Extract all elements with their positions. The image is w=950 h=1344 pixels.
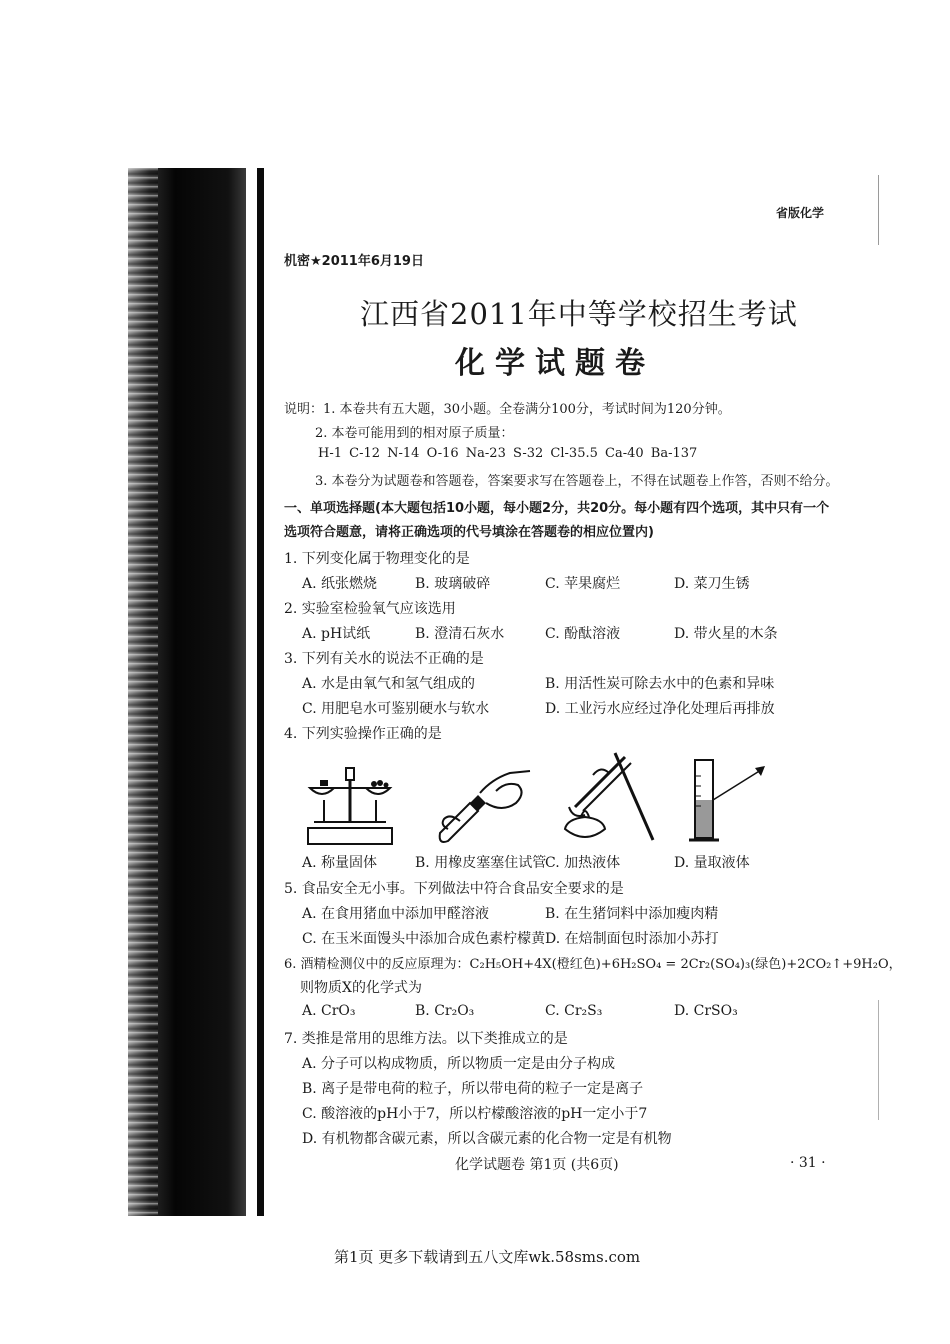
option: D. 量取液体 bbox=[674, 855, 750, 871]
option: D. 在焙制面包时添加小苏打 bbox=[545, 931, 719, 947]
binding-rule bbox=[257, 168, 264, 1216]
scan-binding-shadow bbox=[128, 168, 246, 1216]
exam-title: 江西省2011年中等学校招生考试 bbox=[360, 297, 798, 331]
question-stem: 2. 实验室检验氧气应该选用 bbox=[284, 601, 456, 617]
option: A. pH试纸 bbox=[302, 626, 371, 642]
balance-scale-figure bbox=[300, 760, 400, 850]
question-stem: 4. 下列实验操作正确的是 bbox=[284, 726, 442, 742]
heating-liquid-figure bbox=[555, 745, 665, 845]
download-note: 第1页 更多下载请到五八文库wk.58sms.com bbox=[334, 1248, 641, 1266]
option: C. Cr₂S₃ bbox=[545, 1003, 603, 1019]
page-number: · 31 · bbox=[790, 1155, 826, 1171]
page-edge-mark bbox=[878, 175, 879, 245]
option: B. 玻璃破碎 bbox=[415, 576, 491, 592]
option: A. 在食用猪血中添加甲醛溶液 bbox=[302, 906, 490, 922]
edition-label: 省版化学 bbox=[776, 206, 825, 220]
option: D. 工业污水应经过净化处理后再排放 bbox=[545, 701, 775, 717]
question-stem: 3. 下列有关水的说法不正确的是 bbox=[284, 651, 484, 667]
stopper-tube-figure bbox=[430, 763, 540, 848]
option: D. CrSO₃ bbox=[674, 1003, 738, 1019]
option: A. 分子可以构成物质，所以物质一定是由分子构成 bbox=[302, 1056, 616, 1072]
option: B. 在生猪饲料中添加瘦肉精 bbox=[545, 906, 719, 922]
option: C. 加热液体 bbox=[545, 855, 621, 871]
instruction-line: 3. 本卷分为试题卷和答题卷，答案要求写在答题卷上，不得在试题卷上作答，否则不给分。 bbox=[315, 474, 839, 489]
question-stem: 1. 下列变化属于物理变化的是 bbox=[284, 551, 470, 567]
instruction-line: 2. 本卷可能用到的相对原子质量： bbox=[315, 426, 514, 441]
option: D. 菜刀生锈 bbox=[674, 576, 750, 592]
question-stem-continued: 则物质X的化学式为 bbox=[300, 980, 422, 996]
option: C. 苹果腐烂 bbox=[545, 576, 621, 592]
option: C. 酸溶液的pH小于7，所以柠檬酸溶液的pH一定小于7 bbox=[302, 1106, 648, 1122]
section-heading: 一、单项选择题(本大题包括10小题，每小题2分，共20分。每小题有四个选项，其中只有一个 bbox=[284, 501, 830, 516]
option: B. 澄清石灰水 bbox=[415, 626, 505, 642]
option: D. 带火星的木条 bbox=[674, 626, 778, 642]
option: C. 在玉米面馒头中添加合成色素柠檬黄 bbox=[302, 931, 546, 947]
section-heading: 选项符合题意，请将正确选项的代号填涂在答题卷的相应位置内) bbox=[284, 525, 654, 540]
instruction-line: 说明：1. 本卷共有五大题，30小题。全卷满分100分，考试时间为120分钟。 bbox=[284, 402, 731, 417]
option: B. 离子是带电荷的粒子，所以带电荷的粒子一定是离子 bbox=[302, 1081, 644, 1097]
page-edge-mark bbox=[878, 1000, 879, 1120]
option: C. 酚酞溶液 bbox=[545, 626, 621, 642]
page-footer: 化学试题卷 第1页 (共6页) bbox=[455, 1157, 619, 1173]
graduated-cylinder-figure bbox=[685, 756, 775, 846]
option: A. CrO₃ bbox=[302, 1003, 356, 1019]
question-stem: 6. 酒精检测仪中的反应原理为：C₂H₅OH+4X(橙红色)+6H₂SO₄ = 2Cr₂(SO₄)₃(绿色)+2CO₂↑+9H₂O， bbox=[284, 957, 902, 972]
question-stem: 5. 食品安全无小事。下列做法中符合食品安全要求的是 bbox=[284, 881, 624, 897]
option: D. 有机物都含碳元素，所以含碳元素的化合物一定是有机物 bbox=[302, 1131, 672, 1147]
question-stem: 7. 类推是常用的思维方法。以下类推成立的是 bbox=[284, 1031, 568, 1047]
atomic-masses: H-1 C-12 N-14 O-16 Na-23 S-32 Cl-35.5 Ca-40 Ba-137 bbox=[318, 446, 698, 461]
exam-subtitle: 化学试题卷 bbox=[455, 346, 655, 381]
option: A. 纸张燃烧 bbox=[302, 576, 378, 592]
option: B. 用橡皮塞塞住试管 bbox=[415, 855, 547, 871]
option: C. 用肥皂水可鉴别硬水与软水 bbox=[302, 701, 490, 717]
option: A. 称量固体 bbox=[302, 855, 378, 871]
option: A. 水是由氧气和氢气组成的 bbox=[302, 676, 476, 692]
option: B. Cr₂O₃ bbox=[415, 1003, 475, 1019]
option: B. 用活性炭可除去水中的色素和异味 bbox=[545, 676, 775, 692]
confidential-date: 机密★2011年6月19日 bbox=[284, 254, 424, 269]
